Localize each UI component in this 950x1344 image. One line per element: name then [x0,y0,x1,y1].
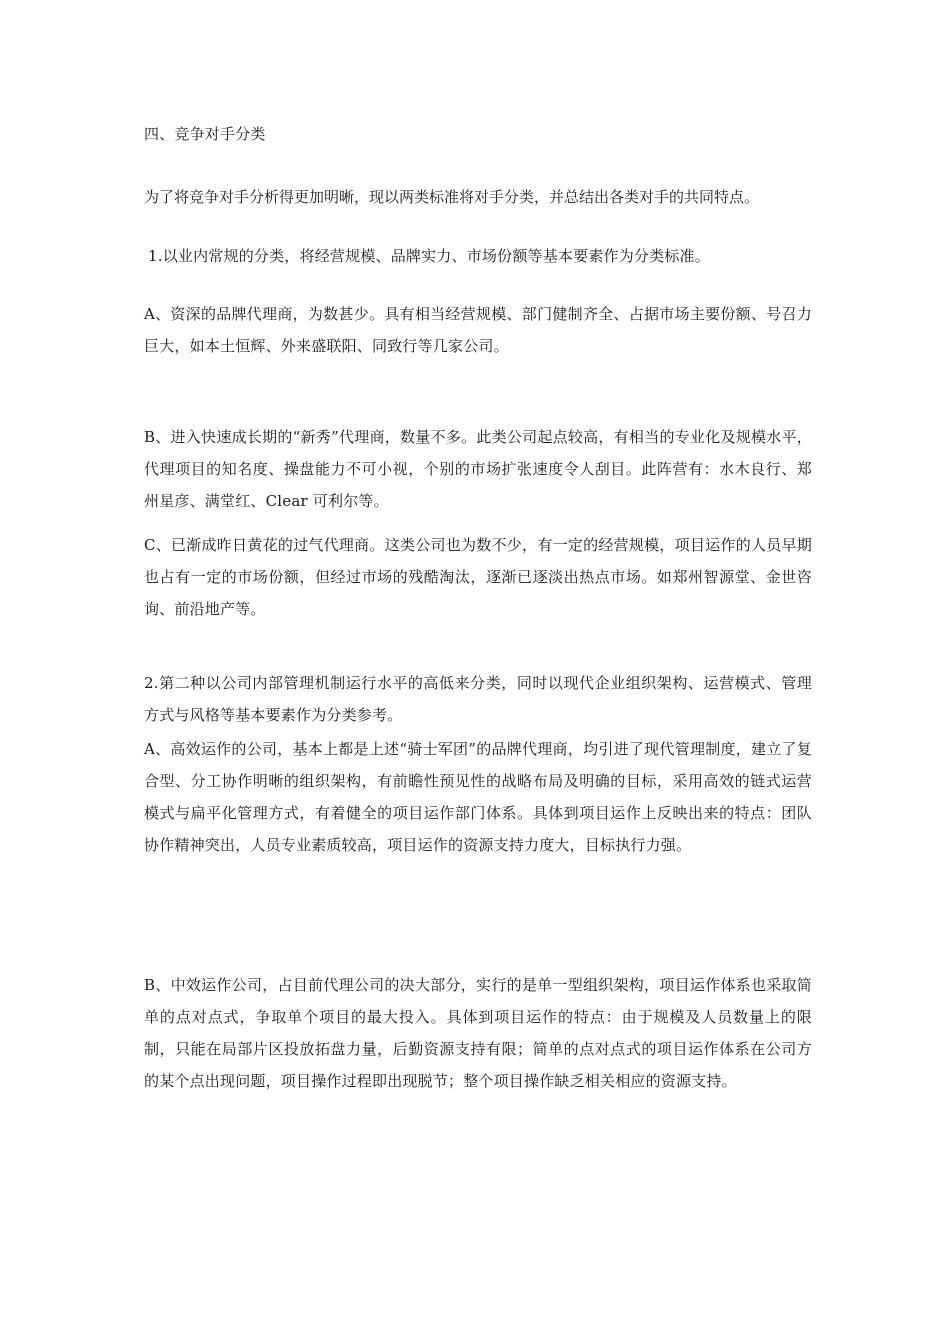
section1-item-b: B、进入快速成长期的“新秀”代理商，数量不多。此类公司起点较高，有相当的专业化及规模水平，代理项目的知名度、操盘能力不可小视，个别的市场扩张速度令人刮目。此阵营有：水木良行、郑州星彦、满堂红、Clear 可利尔等。 [144,428,812,510]
section1-item-a: A、资深的品牌代理商，为数甚少。具有相当经营规模、部门健制齐全、占据市场主要份额、号召力巨大，如本土恒辉、外来盛联阳、同致行等几家公司。 [144,305,812,355]
section1-item-c: C、已渐成昨日黄花的过气代理商。这类公司也为数不少，有一定的经营规模，项目运作的人员早期也占有一定的市场份额，但经过市场的残酷淘汰，逐渐已逐淡出热点市场。如郑州智源堂、金世咨询、前沿地产等。 [144,536,812,618]
section2-item-b: B、中效运作公司，占目前代理公司的决大部分，实行的是单一型组织架构，项目运作体系也采取简单的点对点式，争取单个项目的最大投入。具体到项目运作的特点：由于规模及人员数量上的限制，只能在局部片区投放拓盘力量，后勤资源支持有限；简单的点对点式的项目运作体系在公司方的某个点出现问题，项目操作过程即出现脱节；整个项目操作缺乏相关相应的资源支持。 [144,976,812,1090]
section1-title: 1.以业内常规的分类，将经营规模、品牌实力、市场份额等基本要素作为分类标准。 [148,247,710,265]
section-heading: 四、竞争对手分类 [144,125,266,143]
section2-title: 2.第二种以公司内部管理机制运行水平的高低来分类，同时以现代企业组织架构、运营模式、管理方式与风格等基本要素作为分类参考。 [144,674,812,724]
intro-paragraph: 为了将竞争对手分析得更加明晰，现以两类标准将对手分类，并总结出各类对手的共同特点。 [144,188,760,206]
section2-item-a: A、高效运作的公司，基本上都是上述“骑士军团”的品牌代理商，均引进了现代管理制度，建立了复合型、分工协作明晰的组织架构，有前瞻性预见性的战略布局及明确的目标，采用高效的链式运营模式与扁平化管理方式，有着健全的项目运作部门体系。具体到项目运作上反映出来的特点：团队协作精神突出，人员专业素质较高，项目运作的资源支持力度大，目标执行力强。 [144,740,812,854]
